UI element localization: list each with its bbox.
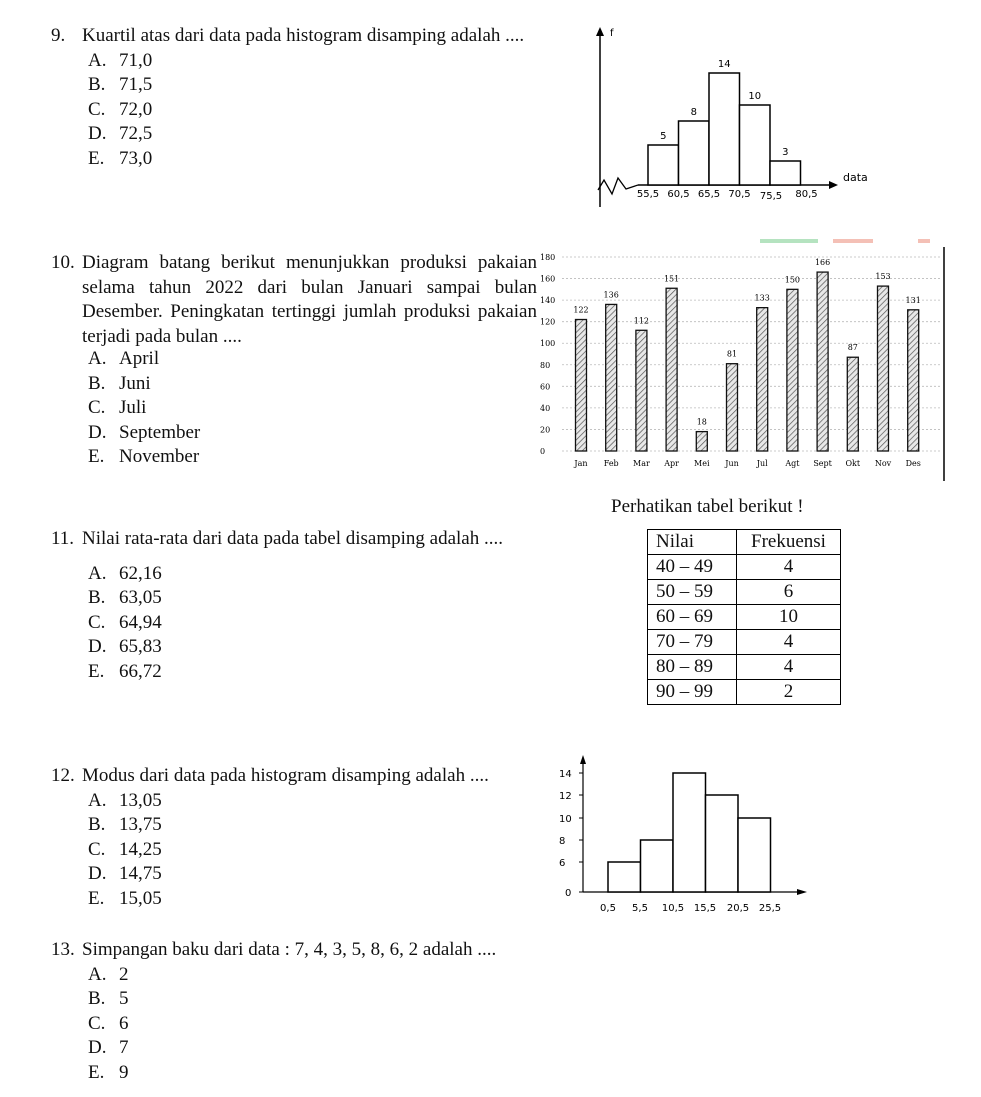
table-cell: 90 – 99 — [648, 680, 737, 705]
question-12 — [51, 764, 489, 911]
bar — [727, 364, 738, 451]
option-e[interactable]: E. 73,0 — [88, 147, 153, 169]
y-tick-label: 0 — [540, 447, 546, 456]
table-cell: 10 — [737, 605, 841, 630]
bar-value-label: 10 — [748, 91, 762, 102]
x-tick-label: 80,5 — [795, 189, 818, 200]
option-d[interactable]: D. 72,5 — [88, 123, 153, 144]
histogram-bar — [770, 161, 801, 185]
histogram-bar — [679, 121, 710, 185]
y-tick-label: 10 — [559, 814, 572, 825]
option-c[interactable]: C. Juli — [88, 397, 147, 418]
bar — [666, 288, 677, 451]
option-b[interactable]: B. 71,5 — [88, 74, 153, 95]
bar-value-label: 81 — [726, 349, 738, 359]
option-d[interactable]: D. 7 — [88, 1037, 129, 1058]
x-tick-label: Apr — [664, 459, 679, 468]
column-header: Frekuensi — [737, 530, 841, 555]
bar-value-label: 5 — [660, 131, 667, 142]
x-tick-label: 55,5 — [636, 189, 660, 200]
question-text: Modus dari data pada histogram disamping adalah .... — [82, 765, 489, 786]
histogram-q12 — [555, 752, 820, 922]
bar-value-label: 18 — [696, 417, 707, 427]
bar — [817, 272, 828, 451]
y-tick-label: 40 — [540, 403, 551, 413]
histogram-bar — [740, 105, 771, 185]
question-10 — [51, 251, 537, 470]
question-11-stem — [51, 527, 503, 552]
y-tick-label: 160 — [540, 274, 556, 284]
bar — [847, 357, 858, 451]
bar-value-label: 150 — [784, 275, 801, 285]
option-e[interactable]: E. November — [88, 446, 200, 467]
bar-value-label: 3 — [782, 147, 789, 158]
option-b[interactable]: B. 13,75 — [88, 814, 162, 835]
table-cell: 80 – 89 — [648, 655, 737, 680]
bar — [757, 308, 768, 451]
option-a[interactable]: A. April — [88, 348, 160, 369]
option-list — [88, 49, 524, 172]
bar — [606, 304, 617, 451]
question-9-stem — [51, 24, 524, 49]
table-cell: 70 – 79 — [648, 630, 737, 655]
bar-value-label: 122 — [573, 305, 589, 315]
option-a[interactable]: A. 2 — [88, 963, 129, 985]
bar-value-label: 14 — [717, 59, 731, 70]
x-tick-label: 25,5 — [758, 903, 782, 914]
y-tick-label: 100 — [540, 339, 556, 349]
x-tick-label: 75,5 — [759, 191, 783, 202]
x-tick-label: 15,5 — [693, 903, 717, 914]
question-number: 9. — [51, 25, 66, 46]
bar-value-label: 87 — [847, 343, 858, 353]
bar-value-label: 133 — [754, 293, 770, 303]
question-number: 10. — [51, 252, 75, 273]
y-axis-arrow — [596, 27, 604, 36]
x-axis-arrow — [829, 181, 838, 189]
x-axis-arrow — [797, 889, 807, 895]
table-row — [648, 655, 841, 680]
option-c[interactable]: C. 64,94 — [88, 611, 162, 633]
bar — [696, 432, 707, 451]
x-tick-label: 10,5 — [661, 903, 685, 914]
y-tick-label: 120 — [540, 317, 556, 327]
y-axis-arrow — [580, 755, 586, 764]
decor-strip-red-2 — [918, 239, 930, 243]
y-tick-label: 60 — [540, 382, 551, 392]
question-13-stem — [51, 938, 496, 963]
option-d[interactable]: D. 65,83 — [88, 636, 162, 657]
question-12-stem — [51, 764, 489, 789]
option-e[interactable]: E. 66,72 — [88, 660, 162, 682]
bar-value-label: 8 — [690, 107, 697, 118]
table-header-row — [648, 530, 841, 555]
frequency-table — [647, 529, 841, 705]
x-tick-label: Agt — [785, 459, 800, 468]
table-row — [648, 605, 841, 630]
table-row — [648, 555, 841, 580]
option-list — [88, 789, 489, 912]
x-tick-label: 60,5 — [667, 189, 690, 200]
x-tick-label: 5,5 — [632, 903, 648, 914]
table-cell: 60 – 69 — [648, 605, 737, 630]
table-cell: 40 – 49 — [648, 555, 737, 580]
decor-strip-green — [760, 239, 818, 243]
option-a[interactable]: A. 13,05 — [88, 789, 162, 811]
x-tick-label: Jun — [725, 459, 739, 468]
bar — [878, 286, 889, 451]
histogram-bar — [673, 773, 706, 892]
bar-value-label: 153 — [875, 272, 891, 282]
table-cell: 6 — [737, 580, 841, 605]
bar-chart-q10 — [528, 233, 948, 483]
option-list — [88, 347, 537, 470]
bar — [636, 330, 647, 451]
x-tick-label: Sept — [813, 459, 832, 468]
option-b[interactable]: B. 5 — [88, 988, 129, 1009]
x-tick-label: Mei — [694, 459, 710, 468]
bar — [908, 310, 919, 451]
question-text: Diagram batang berikut menunjukkan produksi pakaian selama tahun 2022 dari bulan Januari sampai bulan Desember. Peningkatan tertinggi jumlah produksi pakaian terjadi pada bulan .... — [82, 252, 537, 347]
bar-value-label: 166 — [814, 258, 831, 268]
table-row — [648, 580, 841, 605]
x-tick-label: Jan — [574, 459, 588, 468]
table-cell: 2 — [737, 680, 841, 705]
histogram-q9 — [590, 22, 890, 212]
question-13 — [51, 938, 496, 1085]
decor-strip-red — [833, 239, 873, 243]
x-tick-label: 0,5 — [600, 903, 616, 914]
column-header: Nilai — [648, 530, 737, 555]
question-11 — [51, 527, 503, 684]
y-axis-label: f — [610, 28, 614, 39]
x-tick-label: 65,5 — [697, 189, 721, 200]
x-tick-label: Feb — [603, 459, 619, 468]
option-b[interactable]: B. 63,05 — [88, 587, 162, 608]
option-b[interactable]: B. Juni — [88, 372, 151, 394]
histogram-bar — [641, 840, 674, 892]
y-tick-label: 0 — [565, 888, 572, 899]
histogram-bar — [706, 795, 739, 892]
question-number: 13. — [51, 939, 75, 960]
option-d[interactable]: D. September — [88, 421, 201, 443]
option-e[interactable]: E. 15,05 — [88, 887, 162, 909]
y-tick-label: 12 — [559, 791, 572, 802]
question-number: 12. — [51, 765, 75, 786]
option-c[interactable]: C. 6 — [88, 1012, 129, 1034]
table-cell: 4 — [737, 630, 841, 655]
table-cell: 4 — [737, 655, 841, 680]
x-tick-label: Mar — [633, 459, 650, 468]
x-tick-label: Jul — [756, 459, 768, 468]
option-c[interactable]: C. 72,0 — [88, 98, 153, 120]
x-tick-label: 20,5 — [726, 903, 750, 914]
option-a[interactable]: A. 71,0 — [88, 49, 153, 71]
option-a[interactable]: A. 62,16 — [88, 562, 162, 584]
question-10-stem — [51, 251, 537, 349]
x-axis-label: data — [843, 171, 868, 184]
x-tick-label: Okt — [845, 459, 861, 468]
option-d[interactable]: D. 14,75 — [88, 863, 162, 884]
question-text: Kuartil atas dari data pada histogram disamping adalah .... — [82, 25, 525, 46]
question-number: 11. — [51, 528, 75, 549]
histogram-bar — [738, 818, 771, 892]
y-tick-label: 140 — [540, 296, 556, 306]
y-tick-label: 180 — [540, 253, 556, 262]
table-cell: 4 — [737, 555, 841, 580]
y-tick-label: 6 — [559, 858, 566, 869]
table-caption: Perhatikan tabel berikut ! — [611, 496, 804, 517]
axis-break — [598, 178, 638, 194]
table-row — [648, 680, 841, 705]
x-tick-label: Nov — [874, 459, 892, 468]
table-row — [648, 630, 841, 655]
table-cell: 50 – 59 — [648, 580, 737, 605]
y-tick-label: 20 — [540, 425, 551, 435]
option-list — [88, 963, 496, 1086]
option-c[interactable]: C. 14,25 — [88, 838, 162, 860]
bar-value-label: 151 — [663, 274, 680, 284]
x-tick-label: 70,5 — [728, 189, 751, 200]
question-text: Simpangan baku dari data : 7, 4, 3, 5, 8, 6, 2 adalah .... — [82, 939, 497, 960]
option-e[interactable]: E. 9 — [88, 1061, 129, 1083]
y-tick-label: 80 — [540, 360, 551, 370]
histogram-bar — [608, 862, 641, 892]
bar-value-label: 131 — [905, 295, 921, 305]
bar — [576, 320, 587, 451]
histogram-bar — [709, 73, 740, 185]
option-list — [88, 562, 503, 685]
x-tick-label: Des — [905, 459, 921, 468]
y-tick-label: 14 — [559, 769, 572, 780]
histogram-bar — [648, 145, 679, 185]
question-9 — [51, 24, 524, 171]
y-tick-label: 8 — [559, 836, 566, 847]
bar-value-label: 136 — [603, 290, 619, 300]
bar — [787, 289, 798, 451]
question-text: Nilai rata-rata dari data pada tabel disamping adalah .... — [82, 528, 503, 549]
bar-value-label: 112 — [633, 316, 650, 326]
